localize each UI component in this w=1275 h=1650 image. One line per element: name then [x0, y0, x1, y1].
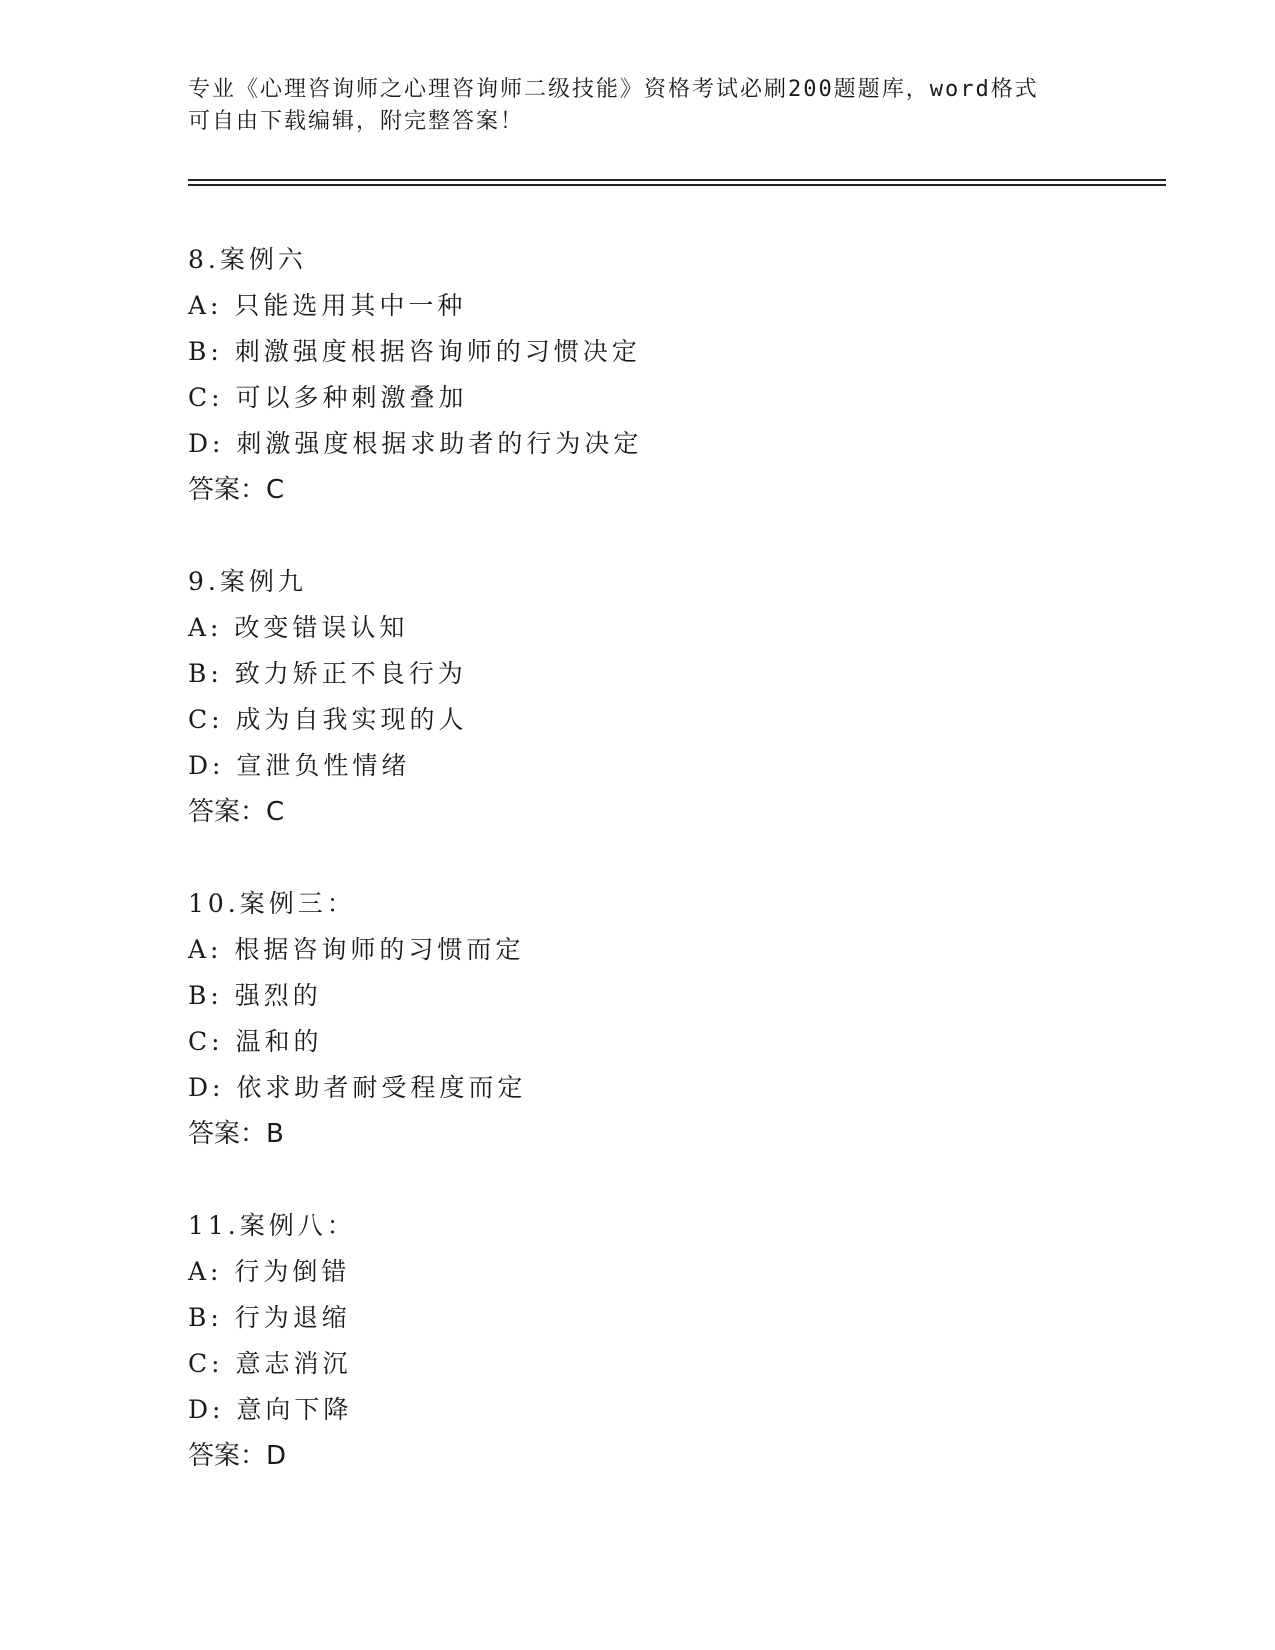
option-c: C: 可以多种刺激叠加: [188, 383, 468, 412]
document-header: [188, 74, 1088, 138]
option-d: D: 宣泄负性情绪: [188, 751, 411, 780]
option-c: C: 温和的: [188, 1027, 323, 1056]
header-line-2: 可自由下载编辑，附完整答案！: [188, 109, 525, 134]
question-9: [188, 559, 1088, 835]
question-title: 9.案例九: [188, 567, 307, 596]
question-title: 10.案例三：: [188, 889, 356, 918]
option-b: B: 刺激强度根据咨询师的习惯决定: [188, 337, 641, 366]
question-title: 11.案例八：: [188, 1211, 356, 1240]
question-10: [188, 881, 1088, 1157]
question-8: [188, 237, 1088, 513]
option-b: B: 强烈的: [188, 981, 322, 1010]
question-list: [188, 237, 1088, 1525]
option-a: A: 行为倒错: [188, 1257, 351, 1286]
answer-line: 答案：B: [188, 1119, 284, 1149]
option-a: A: 改变错误认知: [188, 613, 409, 642]
option-a: A: 根据咨询师的习惯而定: [188, 935, 525, 964]
option-a: A: 只能选用其中一种: [188, 291, 467, 320]
option-c: C: 成为自我实现的人: [188, 705, 468, 734]
answer-line: 答案：D: [188, 1441, 287, 1471]
option-b: B: 行为退缩: [188, 1303, 351, 1332]
option-b: B: 致力矫正不良行为: [188, 659, 467, 688]
option-c: C: 意志消沉: [188, 1349, 352, 1378]
header-divider-top: [188, 179, 1166, 181]
header-line-1: 专业《心理咨询师之心理咨询师二级技能》资格考试必刷200题题库，word格式: [188, 77, 1039, 102]
option-d: D: 依求助者耐受程度而定: [188, 1073, 527, 1102]
answer-line: 答案：C: [188, 475, 285, 505]
question-11: [188, 1203, 1088, 1479]
header-divider-bottom: [188, 184, 1166, 186]
option-d: D: 意向下降: [188, 1395, 353, 1424]
question-title: 8.案例六: [188, 245, 307, 274]
answer-line: 答案：C: [188, 797, 285, 827]
option-d: D: 刺激强度根据求助者的行为决定: [188, 429, 643, 458]
